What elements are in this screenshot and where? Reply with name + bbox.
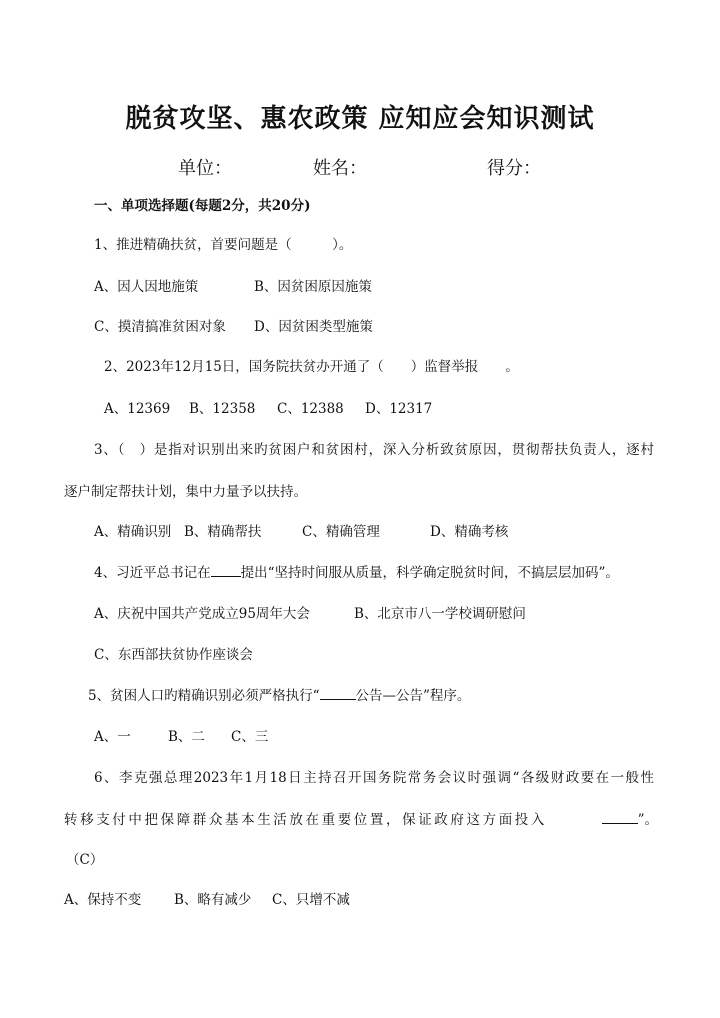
question-4-text-before: 4、习近平总书记在 bbox=[94, 565, 211, 581]
question-6-text-after: ”。 bbox=[637, 812, 658, 828]
question-1-options-row1 bbox=[94, 278, 372, 296]
option: A、一 bbox=[94, 729, 131, 745]
question-6-line2 bbox=[64, 811, 658, 829]
question-5-text-before: 5、贫困人口旳精确识别必须严格执行“ bbox=[88, 688, 320, 704]
option: D、12317 bbox=[365, 401, 433, 417]
question-6-answer: （C） bbox=[66, 852, 104, 868]
option: C、摸清搞准贫困对象 bbox=[94, 319, 226, 335]
question-3-options bbox=[94, 523, 508, 541]
question-6-line1: 6、李克强总理2023年1月18日主持召开国务院常务会议时强调“各级财政要在一般性 bbox=[94, 770, 654, 786]
option: C、12388 bbox=[277, 401, 344, 417]
question-4-text-after: 提出“坚持时间服从质量，科学确定脱贫时间，不搞层层加码”。 bbox=[240, 565, 619, 581]
option: C、只增不减 bbox=[272, 892, 350, 908]
answer-blank bbox=[211, 576, 241, 577]
question-2-options bbox=[104, 400, 432, 418]
option: C、三 bbox=[231, 729, 269, 745]
question-2: 2、2023年12月15日，国务院扶贫办开通了（ ）监督举报 。 bbox=[104, 359, 519, 375]
question-6-options bbox=[64, 891, 350, 909]
option: A、保持不变 bbox=[64, 892, 142, 908]
question-4-options-row1 bbox=[94, 605, 526, 623]
question-6-text-before: 转移支付中把保障群众基本生活放在重要位置，保证政府这方面投入 bbox=[64, 812, 547, 828]
option: D、因贫困类型施策 bbox=[254, 319, 373, 335]
option: C、精确管理 bbox=[302, 524, 380, 540]
question-3-line1: 3、（ ）是指对识别出来旳贫困户和贫困村，深入分析致贫原因，贯彻帮扶负责人，逐村 bbox=[94, 442, 654, 458]
question-5-options bbox=[94, 728, 268, 746]
unit-label: 单位： bbox=[178, 158, 232, 179]
option: D、精确考核 bbox=[430, 524, 509, 540]
question-6-tail bbox=[602, 811, 658, 829]
question-5-text-after: 公告—公告”程序。 bbox=[355, 688, 471, 704]
option: B、二 bbox=[168, 729, 205, 745]
option: A、精确识别 bbox=[94, 524, 172, 540]
question-5 bbox=[88, 687, 470, 705]
answer-blank bbox=[602, 823, 638, 824]
option: A、因人因地施策 bbox=[94, 279, 199, 295]
option: A、12369 bbox=[104, 401, 171, 417]
option: B、因贫困原因施策 bbox=[254, 279, 372, 295]
question-3-line2: 逐户制定帮扶计划，集中力量予以扶持。 bbox=[64, 484, 307, 500]
question-4 bbox=[94, 564, 619, 582]
option: B、略有减少 bbox=[174, 892, 252, 908]
option: B、12358 bbox=[189, 401, 256, 417]
option: A、庆祝中国共产党成立95周年大会 bbox=[94, 606, 310, 622]
score-label: 得分： bbox=[487, 158, 541, 179]
option: B、精确帮扶 bbox=[184, 524, 262, 540]
page-title: 脱贫攻坚、惠农政策 应知应会知识测试 bbox=[125, 104, 595, 134]
question-1-options-row2 bbox=[94, 318, 373, 336]
question-1: 1、推进精确扶贫，首要问题是（ ）。 bbox=[94, 237, 353, 253]
option: B、北京市八一学校调研慰问 bbox=[354, 606, 526, 622]
name-label: 姓名： bbox=[313, 158, 367, 179]
answer-blank bbox=[320, 699, 356, 700]
option: C、东西部扶贫协作座谈会 bbox=[94, 647, 253, 663]
question-4-options-row2 bbox=[94, 646, 253, 664]
section-heading: 一、单项选择题(每题2分，共20分) bbox=[94, 198, 311, 214]
